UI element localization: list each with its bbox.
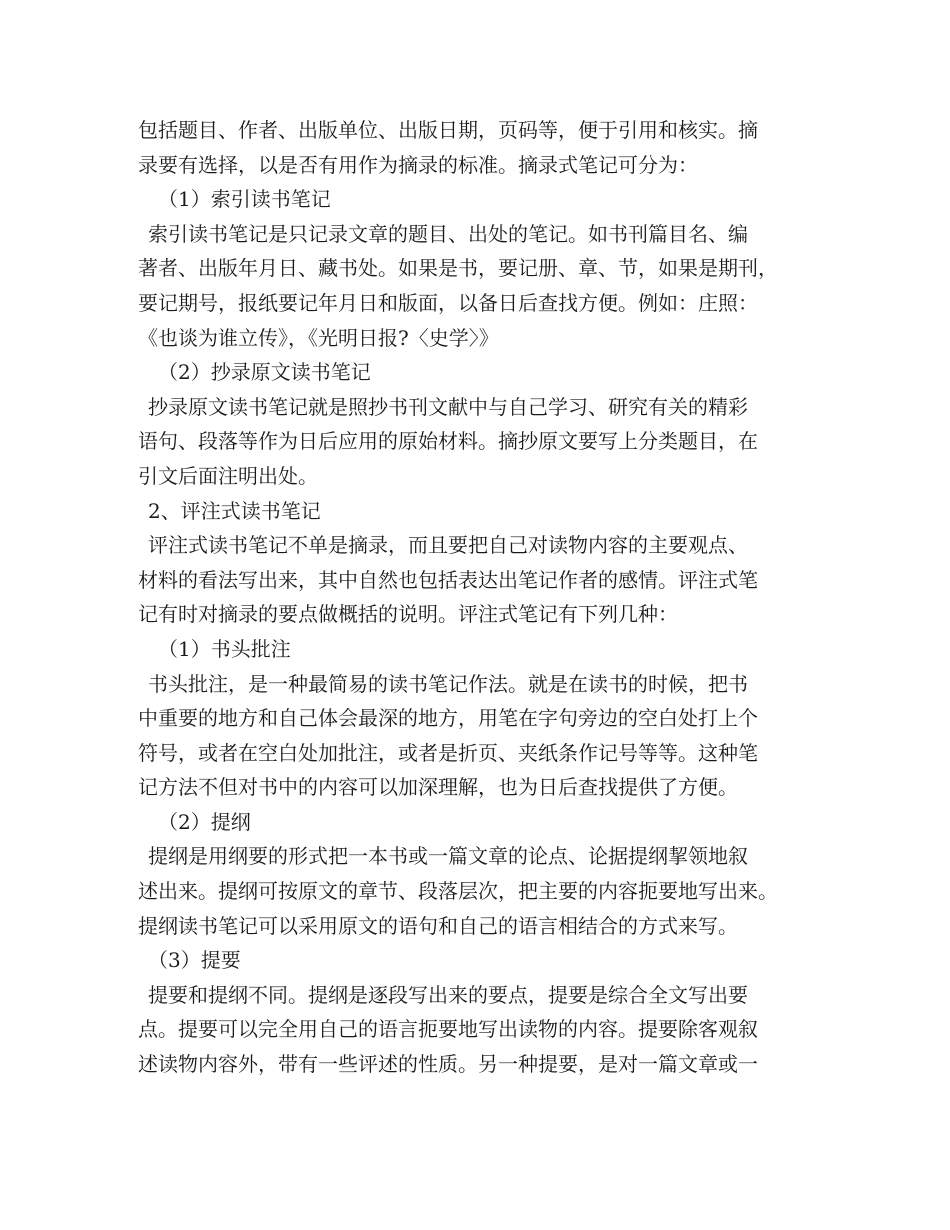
text-line: 中重要的地方和自己体会最深的地方，用笔在字句旁边的空白处打上个 [138,706,758,731]
section-heading: 2、评注式读书笔记 [148,498,321,523]
text-line: 录要有选择，以是否有用作为摘录的标准。摘录式笔记可分为： [138,152,698,177]
document-body [138,113,814,1082]
text-line: 语句、段落等作为日后应用的原始材料。摘抄原文要写上分类题目，在 [138,429,758,454]
text-line: 材料的看法写出来，其中自然也包括表达出笔记作者的感情。评注式笔 [138,567,758,592]
text-line: 符号，或者在空白处加批注，或者是折页、夹纸条作记号等等。这种笔 [138,740,758,765]
text-line: 评注式读书笔记不单是摘录，而且要把自己对读物内容的主要观点、 [148,533,748,558]
text-line: 要记期号，报纸要记年月日和版面，以备日后查找方便。例如：庄照： [138,290,758,315]
section-heading: （3）提要 [148,948,241,973]
text-line: 提纲读书笔记可以采用原文的语句和自己的语言相结合的方式来写。 [138,913,738,938]
section-heading: （2）提纲 [158,809,251,834]
section-heading: （2）抄录原文读书笔记 [158,360,371,385]
text-line: 记有时对摘录的要点做概括的说明。评注式笔记有下列几种： [138,602,678,627]
section-heading: （1）书头批注 [158,636,291,661]
section-heading: （1）索引读书笔记 [158,187,331,212]
text-line: 提要和提纲不同。提纲是逐段写出来的要点，提要是综合全文写出要 [148,982,748,1007]
text-line: 述读物内容外，带有一些评述的性质。另一种提要，是对一篇文章或一 [138,1052,758,1077]
text-line: 述出来。提纲可按原文的章节、段落层次，把主要的内容扼要地写出来。 [138,879,778,904]
text-line: 记方法不但对书中的内容可以加深理解，也为日后查找提供了方便。 [138,775,738,800]
text-line: 索引读书笔记是只记录文章的题目、出处的笔记。如书刊篇目名、编 [148,221,748,246]
text-line: 抄录原文读书笔记就是照抄书刊文献中与自己学习、研究有关的精彩 [148,394,748,419]
text-line: 著者、出版年月日、藏书处。如果是书，要记册、章、节，如果是期刊， [138,256,778,281]
text-line: 引文后面注明出处。 [138,463,318,488]
text-line: 提纲是用纲要的形式把一本书或一篇文章的论点、论据提纲挈领地叙 [148,844,748,869]
text-line: 包括题目、作者、出版单位、出版日期，页码等，便于引用和核实。摘 [138,118,758,142]
text-line: 《也谈为谁立传》，《光明日报?〈史学〉》 [138,325,499,350]
text-line: 书头批注，是一种最简易的读书笔记作法。就是在读书的时候，把书 [148,671,748,696]
text-line: 点。提要可以完全用自己的语言扼要地写出读物的内容。提要除客观叙 [138,1017,758,1042]
